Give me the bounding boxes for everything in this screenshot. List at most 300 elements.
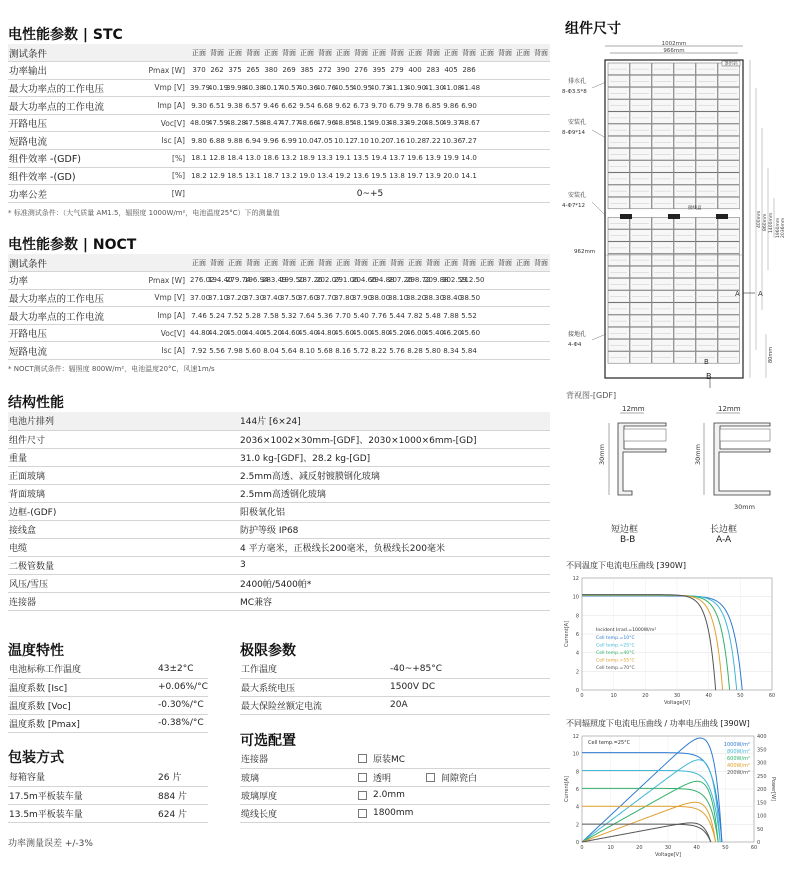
table-cell: 9.86 [442,97,460,115]
option-checkbox[interactable] [358,808,426,818]
solar-cell [630,327,651,339]
table-cell: 5.64 [280,342,298,360]
table-cell: 10.12 [334,132,352,150]
stc-table [8,44,550,203]
solar-cell [652,266,673,278]
solar-cell [630,87,651,99]
option-checkbox[interactable] [358,790,426,800]
row-unit: Vmp [V] [120,289,190,307]
header-cell: 正面 [370,44,388,62]
option-text: 2.0mm [373,790,405,800]
solar-cell [696,327,717,339]
table-cell: 49.03 [370,114,388,132]
row-label: 工作温度 [240,660,390,678]
table-cell: 40.17 [262,79,280,97]
solar-cell [652,278,673,290]
solar-cell [674,278,695,290]
x-tick-label: 30 [664,845,672,851]
table-cell: 37.60 [298,289,316,307]
solar-cell [652,173,673,185]
option-checkbox[interactable] [426,771,494,784]
table-cell: 12.8 [208,150,226,168]
header-cell: 背面 [208,44,226,62]
structure-title: 结构性能 [8,395,64,411]
solar-cell [718,136,739,148]
solar-cell [630,75,651,87]
table-row [8,289,550,307]
table-row [8,324,550,342]
table-cell [532,324,550,342]
solar-cell [696,87,717,99]
row-unit: Vmp [V] [120,79,190,97]
solar-cell [652,100,673,112]
table-cell: 44.60 [280,324,298,342]
table-row [8,62,550,80]
x-tick-label: 20 [642,693,649,699]
table-cell: 7.92 [190,342,208,360]
header-cell: 正面 [406,44,424,62]
table-cell: 8.10 [298,342,316,360]
table-cell: 14.0 [460,150,478,168]
option-checkbox[interactable] [358,771,426,784]
x-tick-label: 40 [705,693,712,699]
solar-cell [718,266,739,278]
table-cell: 37.50 [280,289,298,307]
table-cell: 6.68 [316,97,334,115]
legend-entry: Cell temp.=10°C [596,636,635,641]
y-tick-label: 0 [575,840,579,846]
table-row [8,132,550,150]
solar-cell [696,136,717,148]
table-cell: 204.66 [352,272,370,290]
row-unit: Pmax [W] [120,272,190,290]
solar-cell [674,161,695,173]
table-cell: 5.80 [424,342,442,360]
table-row [8,342,550,360]
table-cell: 9.88 [226,132,244,150]
table-cell: 8.28 [406,342,424,360]
header-cell: 背面 [244,44,262,62]
table-cell: 7.64 [298,307,316,325]
table-cell: 7.70 [334,307,352,325]
table-row [8,114,550,132]
table-row [8,150,550,168]
table-row [8,538,550,556]
dim-962: 962mm [574,249,596,255]
solar-cell [608,266,629,278]
solar-cell [630,148,651,160]
table-cell: 19.0 [298,167,316,185]
table-cell: 41.13 [388,79,406,97]
table-cell: 45.60 [334,324,352,342]
mount-hole2-label: 安装孔 [568,192,587,199]
solar-cell [652,185,673,197]
iv-series-line [582,595,716,690]
solar-cell [608,136,629,148]
width-inner-label: 966mm [663,48,685,54]
table-cell: 46.20 [442,324,460,342]
solar-cell [652,217,673,229]
ground-hole-spec: 4-Φ4 [568,342,582,348]
table-cell: 279 [388,62,406,80]
row-label: 每箱容量 [8,768,158,786]
table-cell: 5.28 [244,307,262,325]
row-value: 43±2°C [158,660,208,678]
table-cell [478,167,496,185]
table-cell: 5.32 [280,307,298,325]
option-label: 连接器 [240,750,358,768]
solar-cell [718,327,739,339]
header-cell: 背面 [424,44,442,62]
table-cell [478,324,496,342]
x-tick-label: 50 [722,845,729,851]
option-row [240,804,550,822]
checkbox-icon[interactable] [358,754,367,763]
table-cell: 199.50 [280,272,298,290]
solar-cell [674,136,695,148]
option-checkbox[interactable] [358,752,426,765]
temp-table [8,660,208,733]
table-cell [514,132,532,150]
row-label: 组件尺寸 [8,430,240,448]
table-cell: 10.20 [370,132,388,150]
table-cell: 8.34 [442,342,460,360]
row-label: 风压/雪压 [8,574,240,592]
row-value: 防护等级 IP68 [240,520,550,538]
mount-hole2-spec: 4-Φ7*12 [562,203,586,209]
solar-cell [630,161,651,173]
solar-cell [630,278,651,290]
checkbox-icon[interactable] [358,773,367,782]
solar-cell [652,254,673,266]
row-label: 连接器 [8,592,240,610]
legend-entry: 400W/m² [726,763,750,769]
tolerance-value: 0~+5 [190,185,550,203]
solar-cell [674,100,695,112]
long-frame-section: A-A [716,535,732,545]
table-cell: 287.26 [298,272,316,290]
row-unit: [%] [120,167,190,185]
row-unit: Isc [A] [120,132,190,150]
table-cell: 19.4 [370,150,388,168]
y2-tick-label: 100 [757,813,767,820]
solar-cell [674,112,695,124]
header-cell: 背面 [532,254,550,272]
legend-entry: 1000W/m² [723,742,750,748]
table-cell: 40.36 [298,79,316,97]
solar-cell [718,303,739,315]
table-cell: 13.1 [244,167,262,185]
table-row [8,520,550,538]
x-tick-label: 20 [636,845,643,851]
table-cell [532,342,550,360]
solar-cell [630,173,651,185]
solar-cell [696,112,717,124]
y-tick-label: 6 [575,787,579,793]
row-value: 624 片 [158,804,208,822]
table-row [8,484,550,502]
table-cell: 6.51 [208,97,226,115]
table-cell: 45.20 [388,324,406,342]
mount-hole-label: 安装孔 [568,119,587,126]
row-label: 功率 [8,272,120,290]
solar-cell [718,352,739,364]
solar-cell [630,352,651,364]
x-tick-label: 60 [750,845,758,851]
long-frame-width: 12mm [718,405,741,413]
checkbox-icon[interactable] [426,773,435,782]
table-cell: 37.90 [352,289,370,307]
row-value: 阳极氧化铝 [240,502,550,520]
solar-cell [608,87,629,99]
row-value: +0.06%/°C [158,678,208,696]
solar-cell [696,315,717,327]
solar-cell [608,339,629,351]
solar-cell [630,266,651,278]
table-cell: 20.0 [442,167,460,185]
solar-cell [652,87,673,99]
temp-title: 温度特性 [8,643,64,659]
table-cell: 18.4 [226,150,244,168]
table-cell: 44.20 [208,324,226,342]
table-cell [478,150,496,168]
solar-cell [608,254,629,266]
row-label: 功率公差 [8,185,120,203]
table-cell: 6.99 [280,132,298,150]
solar-cell [652,315,673,327]
vdim-2036: 2036mm [781,217,786,238]
dim-80: 80mm [768,346,774,363]
row-label: 电池标称工作温度 [8,660,158,678]
header-cell: 背面 [316,254,334,272]
chart-annotation: Incident Irrad.=1000W/m² [596,628,657,633]
table-cell: 48.66 [298,114,316,132]
table-row [8,714,208,732]
solar-cell [652,242,673,254]
table-cell: 286 [460,62,478,80]
table-cell: 41.48 [460,79,478,97]
table-cell: 40.57 [280,79,298,97]
solar-cell [718,339,739,351]
table-cell: 18.2 [190,167,208,185]
row-unit: [W] [120,185,190,203]
option-label: 玻璃 [240,768,358,786]
row-unit: Voc[V] [120,114,190,132]
row-value: 2.5mm高透钢化玻璃 [240,484,550,502]
table-cell: 395 [370,62,388,80]
option-label: 玻璃厚度 [240,786,358,804]
table-cell [514,114,532,132]
header-cell: 正面 [262,44,280,62]
solar-cell [674,254,695,266]
table-cell: 7.82 [406,307,424,325]
solar-cell [674,266,695,278]
header-cell: 正面 [226,254,244,272]
table-cell: 19.1 [334,150,352,168]
row-label: 最大功率点的工作电流 [8,307,120,325]
table-cell [478,97,496,115]
table-cell: 13.5 [352,150,370,168]
solar-cell [674,173,695,185]
row-label: 电缆 [8,538,240,556]
solar-cell [696,242,717,254]
row-label: 背面玻璃 [8,484,240,502]
table-cell [478,342,496,360]
table-cell: 38.30 [424,289,442,307]
table-cell: 38.10 [388,289,406,307]
legend-entry: 200W/m² [726,770,750,776]
table-cell: 38.00 [370,289,388,307]
table-cell: 13.2 [280,167,298,185]
table-cell: 38.50 [460,289,478,307]
solar-cell [674,185,695,197]
x-axis-label: Voltage[V] [654,852,682,858]
row-value: 2400帕/5400帕* [240,574,550,592]
table-cell [496,342,514,360]
table-cell: 5.60 [244,342,262,360]
table-row [8,660,208,678]
table-cell: 9.78 [406,97,424,115]
table-cell: 9.38 [226,97,244,115]
table-cell: 41.30 [424,79,442,97]
table-cell: 5.76 [388,342,406,360]
row-unit: [%] [120,150,190,168]
row-label: 17.5m平板装车量 [8,786,158,804]
header-cell: 正面 [478,44,496,62]
row-label: 13.5m平板装车量 [8,804,158,822]
table-cell [496,307,514,325]
row-label: 短路电流 [8,342,120,360]
table-cell: 37.70 [316,289,334,307]
row-label: 正面玻璃 [8,466,240,484]
table-cell: 7.27 [460,132,478,150]
table-cell: 37.20 [226,289,244,307]
table-cell [478,62,496,80]
noct-note: * NOCT测试条件：辐照度 800W/m²，电池温度20°C，风速1m/s [8,365,215,373]
solar-cell [608,63,629,75]
solar-cell [696,75,717,87]
table-cell [478,114,496,132]
header-label: 测试条件 [8,44,120,62]
table-cell: 47.59 [208,114,226,132]
table-cell [514,324,532,342]
solar-cell [718,100,739,112]
solar-cell [630,124,651,136]
option-text: 1800mm [373,808,414,818]
legend-entry: 800W/m² [726,749,750,755]
solar-cell [674,242,695,254]
option-text: 间隙瓷白 [441,773,478,784]
solar-cell [608,315,629,327]
table-cell: 47.96 [316,114,334,132]
table-cell: 48.28 [226,114,244,132]
row-label: 最大系统电压 [240,678,390,696]
solar-cell [718,148,739,160]
table-cell: 45.40 [298,324,316,342]
table-row [8,696,208,714]
row-label: 组件效率 -(GDF) [8,150,120,168]
table-cell: 10.04 [298,132,316,150]
solar-cell [608,100,629,112]
table-row [8,412,550,430]
table-cell: 6.85 [424,97,442,115]
row-label: 最大功率点的工作电压 [8,289,120,307]
header-cell: 正面 [406,254,424,272]
row-value: 2.5mm高透、减反射镀膜钢化玻璃 [240,466,550,484]
checkbox-icon[interactable] [358,809,367,818]
x-tick-label: 30 [673,693,681,699]
table-cell [532,114,550,132]
table-row [8,185,550,203]
table-cell: 45.20 [262,324,280,342]
header-cell: 背面 [532,44,550,62]
legend-entry: Cell temp.=70°C [596,666,635,671]
table-cell: 45.00 [226,324,244,342]
table-cell: 48.15 [352,114,370,132]
table-cell: 19.5 [370,167,388,185]
table-cell: 5.72 [352,342,370,360]
table-cell [496,62,514,80]
table-cell: 6.62 [280,97,298,115]
solar-cell [718,185,739,197]
table-cell: 276.02 [190,272,208,290]
y-tick-label: 4 [575,650,579,657]
table-header-row [8,44,550,62]
module-drawing [560,38,788,388]
solar-cell [696,173,717,185]
table-cell: 8.22 [370,342,388,360]
option-row [240,786,550,804]
solar-cell [718,254,739,266]
solar-cell [718,112,739,124]
table-row [8,768,208,786]
table-cell [514,272,532,290]
x-axis-label: Voltage[V] [663,700,691,706]
short-frame-width: 12mm [622,405,645,413]
table-cell [514,307,532,325]
table-cell: 47.58 [244,114,262,132]
row-value: 1500V DC [390,678,550,696]
table-row [240,678,550,696]
vdim-1400: 1400mm [769,212,774,233]
row-label: 温度系数 [Isc] [8,678,158,696]
table-cell: 19.7 [406,167,424,185]
option-text: 原装MC [373,755,406,766]
x-tick-label: 40 [693,845,700,851]
vdim-860: 860mm [763,213,768,231]
table-cell: 5.48 [424,307,442,325]
table-cell: 8.04 [262,342,280,360]
junction-box-text: 接线盒 [688,206,702,211]
short-frame-profile [582,405,672,525]
chart-annotation: Cell temp.=25°C [588,740,631,746]
table-row [8,786,208,804]
checkbox-icon[interactable] [358,791,367,800]
header-cell: 正面 [514,44,532,62]
table-cell [478,307,496,325]
table-cell: 47.77 [280,114,298,132]
solar-cell [674,315,695,327]
solar-cell [696,230,717,242]
solar-cell [696,339,717,351]
limits-title: 极限参数 [240,643,296,659]
table-cell: 10.36 [442,132,460,150]
table-cell [532,150,550,168]
row-unit: Imp [A] [120,307,190,325]
table-cell: 9.30 [190,97,208,115]
solar-cell [674,352,695,364]
solar-cell [630,291,651,303]
